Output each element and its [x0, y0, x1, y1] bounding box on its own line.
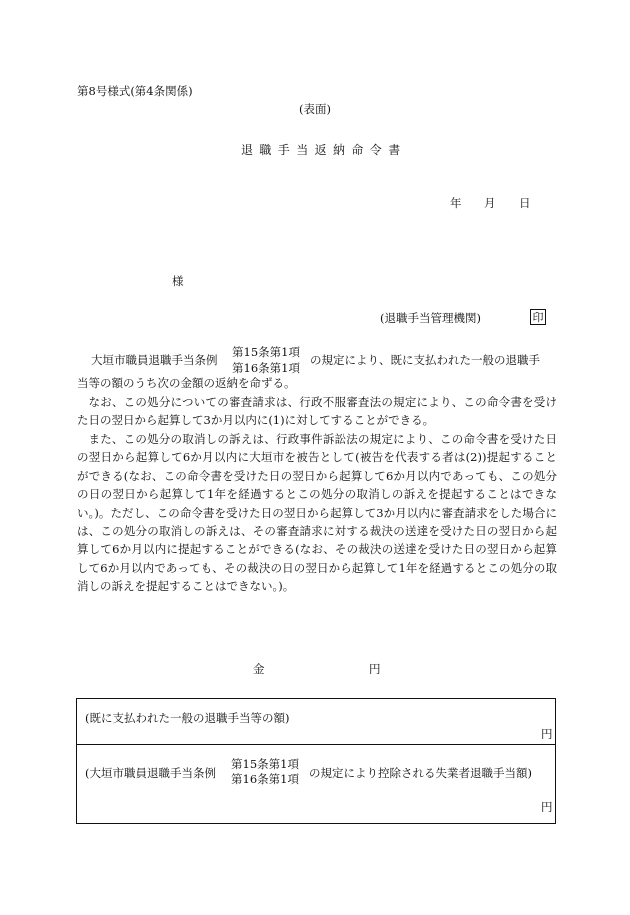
paid-amount-unit: 円 [541, 727, 553, 741]
ordinance-name: 大垣市職員退職手当条例 [91, 353, 218, 367]
deduction-description: の規定により控除される失業者退職手当額) [309, 766, 532, 780]
order-paragraph-end: 当等の額のうち次の金額の返納を命ずる。 [77, 376, 296, 390]
clause-continuation: の規定により、既に支払われた一般の退職手 [310, 353, 540, 367]
clause-option-15: 第15条第1項 [232, 345, 300, 359]
deduction-clause-option-15: 第15条第1項 [231, 757, 299, 771]
amount-label: 金 [253, 662, 265, 676]
amount-unit: 円 [369, 662, 381, 676]
deduction-ordinance-name: (大垣市職員退職手当条例 [85, 766, 216, 780]
table-divider [77, 744, 555, 745]
date-month-label: 月 [484, 196, 496, 210]
form-number: 第8号様式(第4条関係) [77, 84, 193, 98]
issuer-label: (退職手当管理機関) [380, 311, 481, 325]
deduction-amount-unit: 円 [541, 800, 553, 814]
date-day-label: 日 [519, 196, 531, 210]
clause-option-16: 第16条第1項 [232, 361, 300, 375]
seal-mark: 印 [530, 309, 546, 325]
review-request-paragraph: なお、この処分についての審査請求は、行政不服審査法の規定により、この命令書を受けた日の翌日から起算して3か月以内に(1)に対してすることができる。 [77, 395, 557, 428]
paid-amount-label: (既に支払われた一般の退職手当等の額) [85, 711, 290, 725]
addressee-honorific: 様 [172, 274, 184, 288]
date-year-label: 年 [450, 196, 462, 210]
deduction-clause-option-16: 第16条第1項 [231, 772, 299, 786]
side-label: (表面) [299, 102, 331, 116]
lawsuit-paragraph: また、この処分の取消しの訴えは、行政事件訴訟法の規定により、この命令書を受けた日の翌日から起算して6か月以内に大垣市を被告として(被告を代表する者は(2))提起することができる(なお、この命令書を受けた日の翌日から起算して6か月以内であっても、この処分の日の翌日から起算して1年を経過するとこの処分の取消しの訴えを提起することはできない。)。ただし、この命令書を受けた日の翌日から起算して3か月以内に審査請求をした場合には、この処分の取消しの訴えは、その審査請求に対する裁決の送達を受けた日の翌日から起算して6か月以内に提起することができる(なお、その裁決の送達を受けた日の翌日から起算して6か月以内であっても、その裁決の日の翌日から起算して1年を経過するとこの処分の取消しの訴えを提起することはできない。)。 [77, 432, 557, 594]
document-title: 退職手当返納命令書 [241, 143, 407, 157]
breakdown-table [76, 698, 556, 824]
